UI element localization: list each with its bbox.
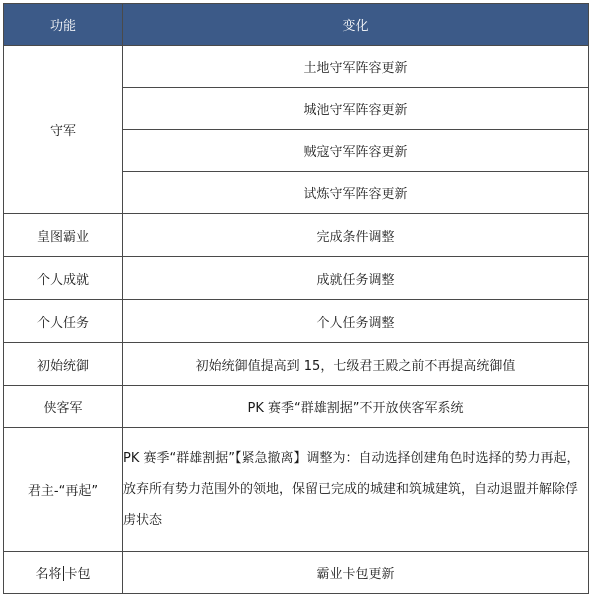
table-row — [4, 214, 589, 257]
feature-cell: 守军 — [4, 46, 123, 214]
feature-text-part: 卡包 — [64, 567, 91, 582]
change-cell: 城池守军阵容更新 — [123, 88, 589, 130]
change-cell: 完成条件调整 — [123, 214, 589, 257]
table-row — [4, 386, 589, 428]
feature-cell: 君主-“再起” — [4, 428, 123, 552]
feature-cell: 初始统御 — [4, 343, 123, 386]
table-row — [4, 343, 589, 386]
header-change: 变化 — [123, 4, 589, 46]
change-cell: 初始统御值提高到 15，七级君王殿之前不再提高统御值 — [123, 343, 589, 386]
table-row — [4, 428, 589, 552]
feature-cell: 个人成就 — [4, 257, 123, 300]
table-row — [4, 300, 589, 343]
text-cursor — [63, 566, 64, 581]
change-cell: 个人任务调整 — [123, 300, 589, 343]
change-cell: 贼寇守军阵容更新 — [123, 130, 589, 172]
feature-text-part: 名将 — [35, 567, 62, 582]
change-cell — [123, 428, 589, 552]
header-feature: 功能 — [4, 4, 123, 46]
table-row — [4, 257, 589, 300]
change-cell: 成就任务调整 — [123, 257, 589, 300]
change-cell: 土地守军阵容更新 — [123, 46, 589, 88]
change-cell: 霸业卡包更新 — [123, 552, 589, 594]
feature-cell — [4, 552, 123, 594]
header-row — [4, 4, 589, 46]
change-cell: PK 赛季“群雄割据”不开放侠客军系统 — [123, 386, 589, 428]
table-row — [4, 46, 589, 88]
changes-table — [3, 3, 589, 594]
feature-cell: 个人任务 — [4, 300, 123, 343]
feature-cell: 侠客军 — [4, 386, 123, 428]
change-text: PK 赛季“群雄割据”【紧急撤离】调整为：自动选择创建角色时选择的势力再起，放弃所有势力范围外的领地，保留已完成的城建和筑城建筑，自动退盟并解除俘虏状态 — [123, 451, 580, 528]
feature-cell: 皇图霸业 — [4, 214, 123, 257]
table-row — [4, 552, 589, 594]
change-cell: 试炼守军阵容更新 — [123, 172, 589, 214]
